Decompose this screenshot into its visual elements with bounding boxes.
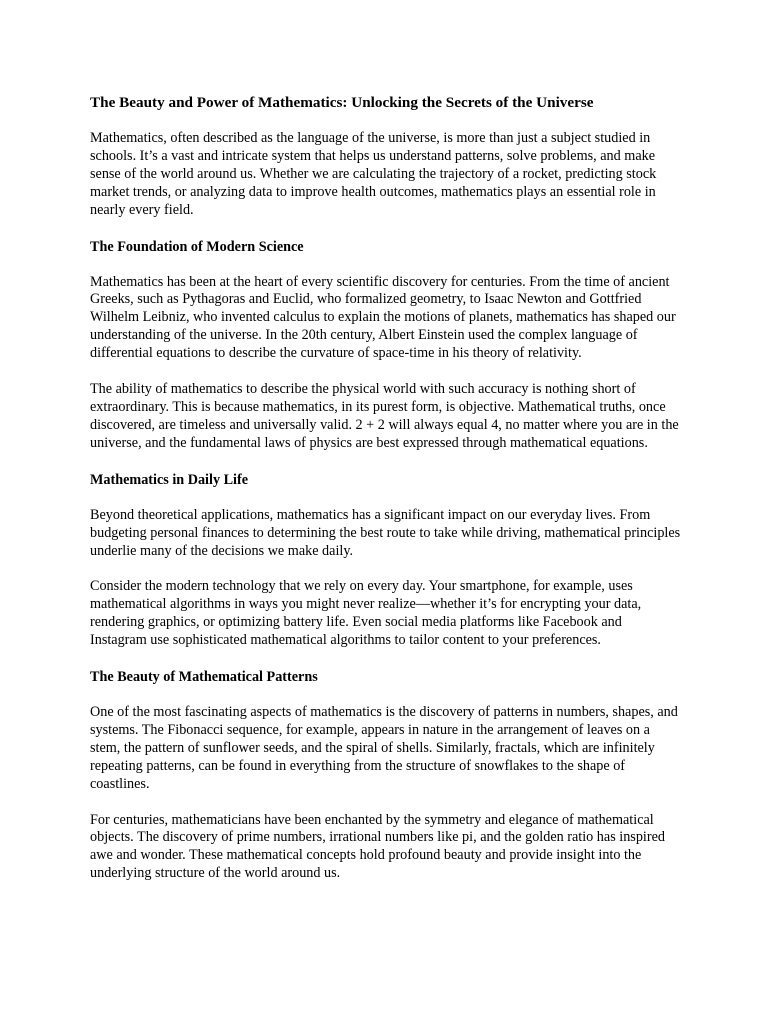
section-heading-daily-life: Mathematics in Daily Life <box>90 471 249 488</box>
paragraph: One of the most fascinating aspects of mathematics is the discovery of patterns in numbers, shapes, and systems. The Fibonacci sequence, for example, appears in nature in the arrangement of leaves on a stem, the pattern of sunflower seeds, and the spiral of shells. Similarly, fractals, which are infinitely repeating patterns, can be found in everything from the structure of snowflakes to the shape of coastlines. <box>90 704 678 792</box>
section-heading-patterns: The Beauty of Mathematical Patterns <box>90 669 318 686</box>
paragraph: For centuries, mathematicians have been enchanted by the symmetry and elegance of mathematical objects. The discovery of prime numbers, irrational numbers like pi, and the golden ratio has inspired awe and wonder. These mathematical concepts hold profound beauty and provide insight into the underlying structure of the world around us. <box>90 811 665 882</box>
paragraph: Mathematics has been at the heart of every scientific discovery for centuries. From the time of ancient Greeks, such as Pythagoras and Euclid, who formalized geometry, to Isaac Newton and Gottfried Wilhelm Leibniz, who invented calculus to explain the motions of planets, mathematics has shaped our understanding of the universe. In the 20th century, Albert Einstein used the complex language of differential equations to describe the curvature of space-time in his theory of relativity. <box>90 273 676 362</box>
document-title: The Beauty and Power of Mathematics: Unlocking the Secrets of the Universe <box>90 94 594 111</box>
paragraph: The ability of mathematics to describe the physical world with such accuracy is nothing short of extraordinary. This is because mathematics, in its purest form, is objective. Mathematical truths, once discovered, are timeless and universally valid. 2 + 2 will always equal 4, no matter where you are in the universe, and the fundamental laws of physics are best expressed through mathematical equations. <box>90 381 679 451</box>
paragraph: Beyond theoretical applications, mathematics has a significant impact on our everyday lives. From budgeting personal finances to determining the best route to take while driving, mathematical principles underlie many of the decisions we make daily. <box>90 506 681 559</box>
section-heading-foundation: The Foundation of Modern Science <box>90 238 304 255</box>
document-page <box>90 93 682 901</box>
intro-paragraph: Mathematics, often described as the language of the universe, is more than just a subject studied in schools. It’s a vast and intricate system that helps us understand patterns, solve problems, and make sense of the world around us. Whether we are calculating the trajectory of a rocket, predicting stock market trends, or analyzing data to improve health outcomes, mathematics plays an essential role in nearly every field. <box>90 130 657 218</box>
paragraph: Consider the modern technology that we rely on every day. Your smartphone, for example, uses mathematical algorithms in ways you might never realize—whether it’s for encrypting your data, rendering graphics, or optimizing battery life. Even social media platforms like Facebook and Instagram use sophisticated mathematical algorithms to tailor content to your preferences. <box>90 578 642 649</box>
